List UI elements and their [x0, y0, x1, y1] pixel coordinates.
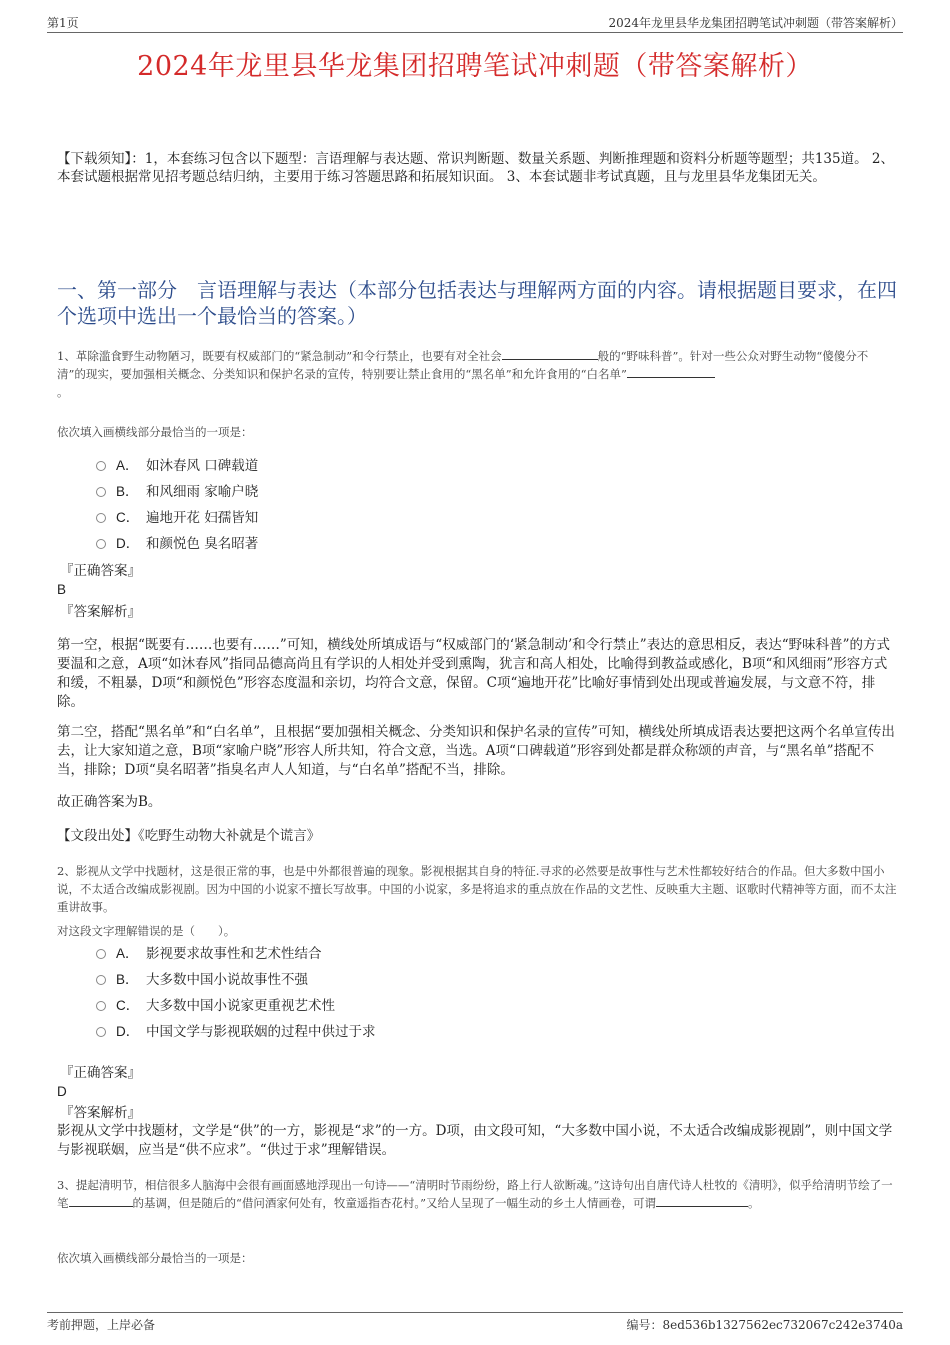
q1-option-c[interactable]: C． 遍地开花 妇孺皆知 [96, 508, 258, 528]
radio-icon[interactable] [96, 949, 106, 959]
page-header [47, 14, 903, 33]
radio-icon[interactable] [96, 539, 106, 549]
q1-source: 【文段出处】《吃野生动物大补就是个谎言》 [57, 828, 321, 844]
radio-icon[interactable] [96, 975, 106, 985]
page-number: 第1页 [47, 16, 79, 30]
blank-1 [502, 347, 598, 360]
q1-option-a[interactable]: A． 如沐春风 口碑载道 [96, 456, 258, 476]
q2-option-d[interactable]: D． 中国文学与影视联姻的过程中供过于求 [96, 1022, 376, 1042]
page-footer [47, 1312, 903, 1333]
page-title: 2024年龙里县华龙集团招聘笔试冲刺题（带答案解析） [137, 51, 813, 82]
q2-analysis-label: 『答案解析』 [60, 1105, 141, 1121]
q2-option-a[interactable]: A． 影视要求故事性和艺术性结合 [96, 944, 322, 964]
q2-option-b[interactable]: B． 大多数中国小说故事性不强 [96, 970, 308, 990]
question-1-hint: 依次填入画横线部分最恰当的一项是： [57, 425, 253, 439]
header-doc-title: 2024年龙里县华龙集团招聘笔试冲刺题（带答案解析） [608, 16, 903, 30]
q1-analysis-p2: 第二空，搭配“黑名单”和“白名单”，且根据“要加强相关概念、分类知识和保护名录的宣传”可知，横线处所填成语表达要把这两个名单宣传出去，让大家知道之意，B项“家喻户晓”形容人所共知，符合文意，当选。A项“口碑载道”形容到处都是群众称颂的声音，与“黑名单”搭配不当，排除；D项“臭名昭著”指臭名声人人知道，与“白名单”搭配不当，排除。 [57, 724, 895, 778]
question-3-hint: 依次填入画横线部分最恰当的一项是： [57, 1251, 253, 1265]
radio-icon[interactable] [96, 513, 106, 523]
radio-icon[interactable] [96, 1027, 106, 1037]
question-2-text: 2、影视从文学中找题材，这是很正常的事，也是中外都很普遍的现象。影视根据其自身的特征.寻求的必然要是故事性与艺术性都较好结合的作品。但大多数中国小说，不太适合改编成影视剧。因为中国的小说家不擅长写故事。中国的小说家，多是将追求的重点放在作品的文艺性、反映重大主题、讴歌时代精神等方面，而不太注重讲故事。 [57, 864, 897, 914]
blank-2 [656, 1194, 748, 1207]
q1-analysis-p3: 故正确答案为B。 [57, 794, 162, 810]
question-2-hint: 对这段文字理解错误的是（ ）。 [57, 924, 236, 938]
q1-analysis-label: 『答案解析』 [60, 604, 141, 620]
q1-analysis-p1: 第一空，根据“既要有……也要有……”可知，横线处所填成语与“权威部门的‘紧急制动’和令行禁止”表达的意思相反，表达“野味科普”的方式要温和之意，A项“如沐春风”指同品德高尚且有学识的人相处并受到熏陶，犹言和高人相处，比喻得到教益或感化，B项“和风细雨”形容方式和缓，不粗暴，D项“和颜悦色”形容态度温和亲切，均符合文意，保留。C项“遍地开花”比喻好事情到处出现或普遍发展，与文意不符，排除。 [57, 637, 890, 710]
q1-option-d[interactable]: D． 和颜悦色 臭名昭著 [96, 534, 258, 554]
q1-answer-label: 『正确答案』 [60, 563, 141, 579]
q2-option-c[interactable]: C． 大多数中国小说家更重视艺术性 [96, 996, 335, 1016]
q1-answer: B [57, 582, 67, 597]
blank-1 [69, 1194, 133, 1207]
q2-answer-label: 『正确答案』 [60, 1065, 141, 1081]
q2-analysis: 影视从文学中找题材，文学是“供”的一方，影视是“求”的一方。D项，由文段可知，“大多数中国小说，不太适合改编成影视剧”，则中国文学与影视联姻，应当是“供不应求”。“供过于求”理解错误。 [57, 1123, 893, 1158]
footer-doc-id: 编号：8ed536b1327562ec732067c242e3740a [626, 1318, 903, 1332]
q1-option-b[interactable]: B． 和风细雨 家喻户晓 [96, 482, 258, 502]
blank-2 [627, 365, 715, 378]
q2-answer: D [57, 1084, 67, 1099]
download-notice: 【下载须知】：1，本套练习包含以下题型：言语理解与表达题、常识判断题、数量关系题、判断推理题和资料分析题等题型；共135道。 2、本套试题根据常见招考题总结归纳，主要用于练习答题思路和拓展知识面。 3、本套试题非考试真题，且与龙里县华龙集团无关。 [57, 151, 894, 185]
question-3-text: 3、提起清明节，相信很多人脑海中会很有画面感地浮现出一句诗——“清明时节雨纷纷，路上行人欲断魂。”这诗句出自唐代诗人杜牧的《清明》，似乎给清明节绘了一笔 的基调，但是随后的“借问酒家何处有，牧童遥指杏花村。”又给人呈现了一幅生动的乡土人情画卷，可谓 。 [57, 1178, 893, 1210]
radio-icon[interactable] [96, 1001, 106, 1011]
radio-icon[interactable] [96, 487, 106, 497]
radio-icon[interactable] [96, 461, 106, 471]
section-heading: 一、第一部分 言语理解与表达（本部分包括表达与理解两方面的内容。请根据题目要求，在四个选项中选出一个最恰当的答案。） [57, 278, 897, 328]
question-1-text: 1、革除滥食野生动物陋习，既要有权威部门的“紧急制动”和令行禁止，也要有对全社会 般的“野味科普”。针对一些公众对野生动物“傻傻分不清”的现实，要加强相关概念、分类知识和保护名录的宣传，特别要让禁止食用的“黑名单”和允许食用的“白名单” 。 [57, 349, 869, 399]
footer-slogan: 考前押题，上岸必备 [47, 1318, 156, 1332]
